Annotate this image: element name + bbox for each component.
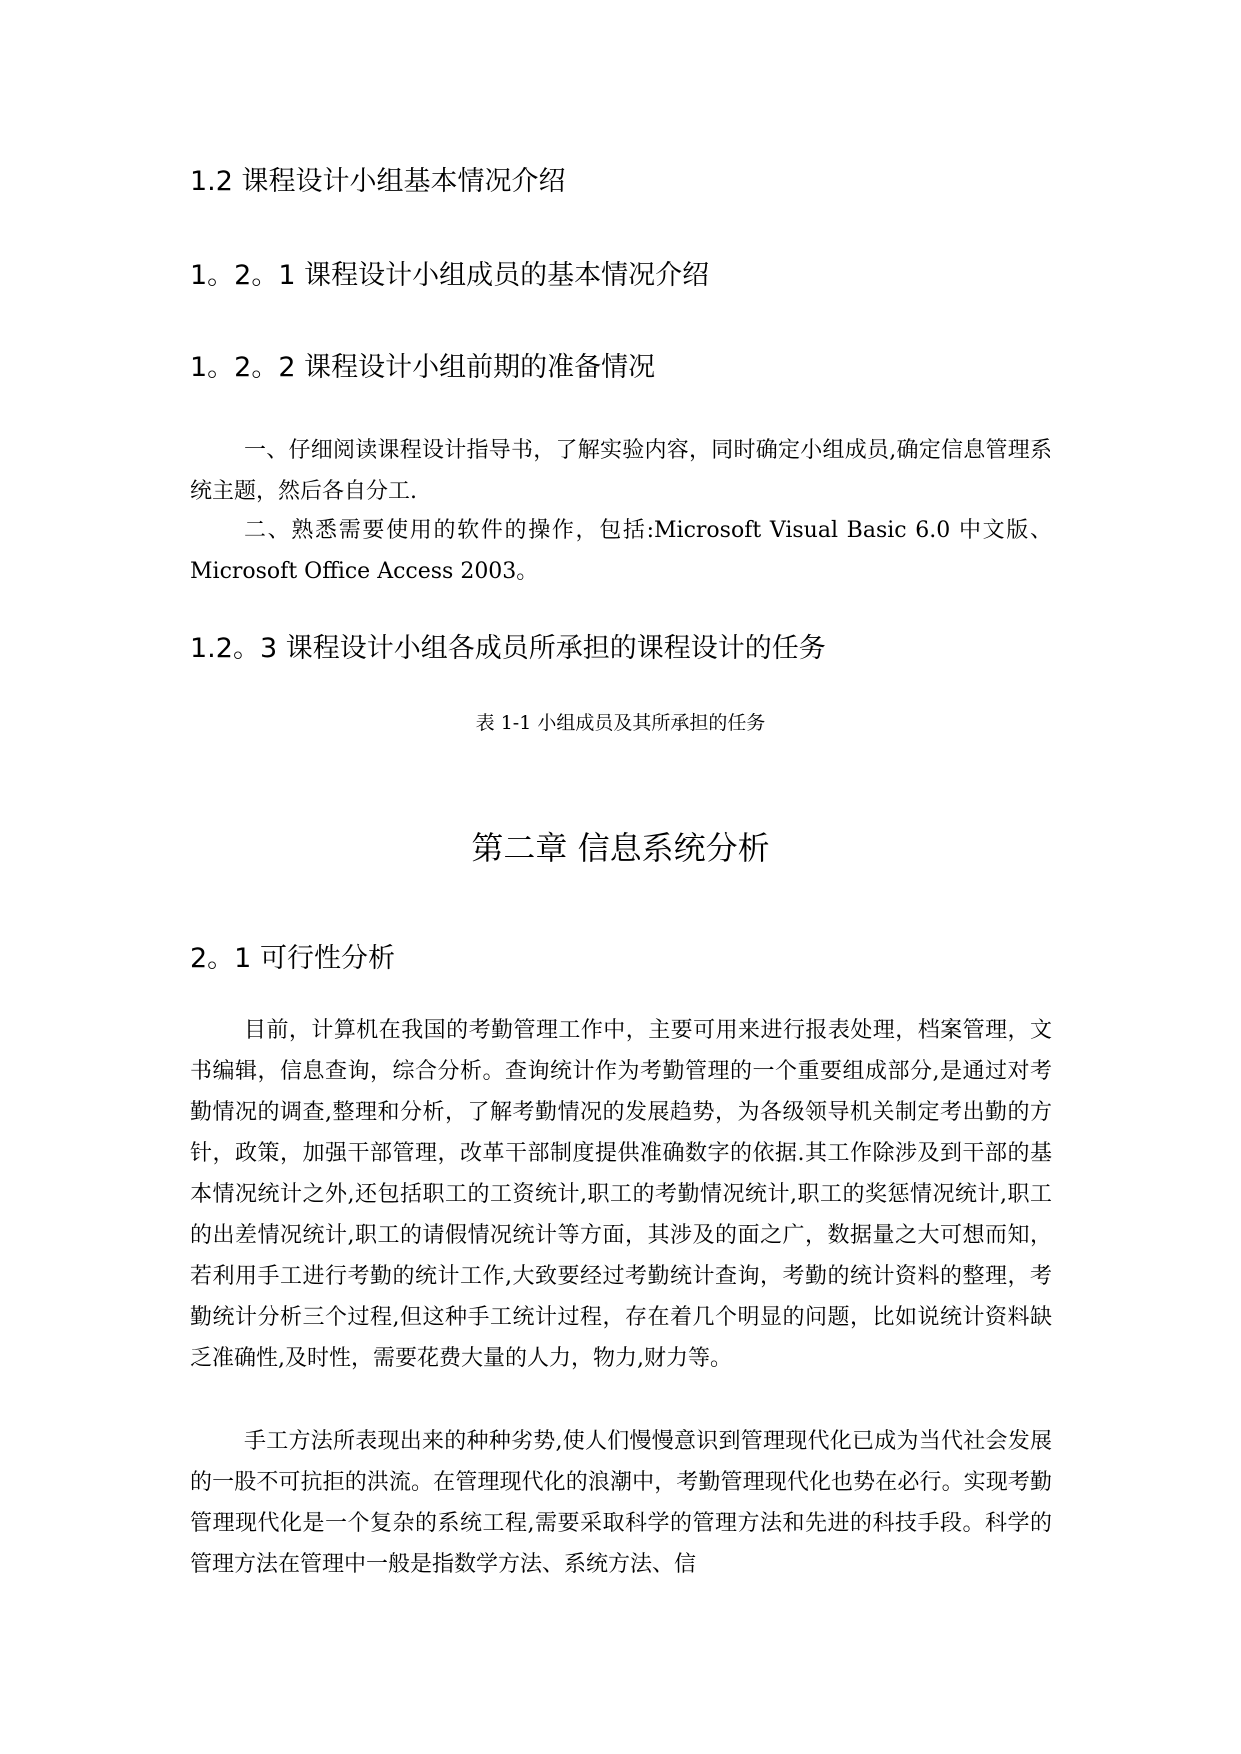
paragraph-preparation-2: 二、熟悉需要使用的软件的操作，包括:Microsoft Visual Basic 6.0 中文版、Microsoft Office Access 2003。 — [190, 518, 1052, 584]
chapter-title: 第二章 信息系统分析 — [471, 829, 770, 867]
paragraph-feasibility-1: 目前，计算机在我国的考勤管理工作中，主要可用来进行报表处理，档案管理，文书编辑，信息查询，综合分析。查询统计作为考勤管理的一个重要组成部分,是通过对考勤情况的调查,整理和分析，了解考勤情况的发展趋势，为各级领导机关制定考出勤的方针，政策，加强干部管理，改革干部制度提供准确数字的依据.其工作除涉及到干部的基本情况统计之外,还包括职工的工资统计,职工的考勤情况统计,职工的奖惩情况统计,职工的出差情况统计,职工的请假情况统计等方面，其涉及的面之广，数据量之大可想而知，若利用手工进行考勤的统计工作,大致要经过考勤统计查询，考勤的统计资料的整理，考勤统计分析三个过程,但这种手工统计过程，存在着几个明显的问题，比如说统计资料缺乏准确性,及时性，需要花费大量的人力，物力,财力等。 — [190, 1018, 1052, 1371]
table-caption: 表 1-1 小组成员及其所承担的任务 — [475, 712, 766, 734]
heading-1-2-2: 1。2。2 课程设计小组前期的准备情况 — [190, 352, 656, 383]
heading-2-1: 2。1 可行性分析 — [190, 943, 395, 974]
paragraph-preparation-1: 一、仔细阅读课程设计指导书，了解实验内容，同时确定小组成员,确定信息管理系统主题，然后各自分工. — [190, 438, 1052, 504]
heading-1-2: 1.2 课程设计小组基本情况介绍 — [190, 166, 566, 197]
heading-1-2-3: 1.2。3 课程设计小组各成员所承担的课程设计的任务 — [190, 633, 826, 664]
heading-1-2-1: 1。2。1 课程设计小组成员的基本情况介绍 — [190, 260, 710, 291]
paragraph-feasibility-2: 手工方法所表现出来的种种劣势,使人们慢慢意识到管理现代化已成为当代社会发展的一股不可抗拒的洪流。在管理现代化的浪潮中，考勤管理现代化也势在必行。实现考勤管理现代化是一个复杂的系统工程,需要采取科学的管理方法和先进的科技手段。科学的管理方法在管理中一般是指数学方法、系统方法、信 — [190, 1429, 1052, 1577]
